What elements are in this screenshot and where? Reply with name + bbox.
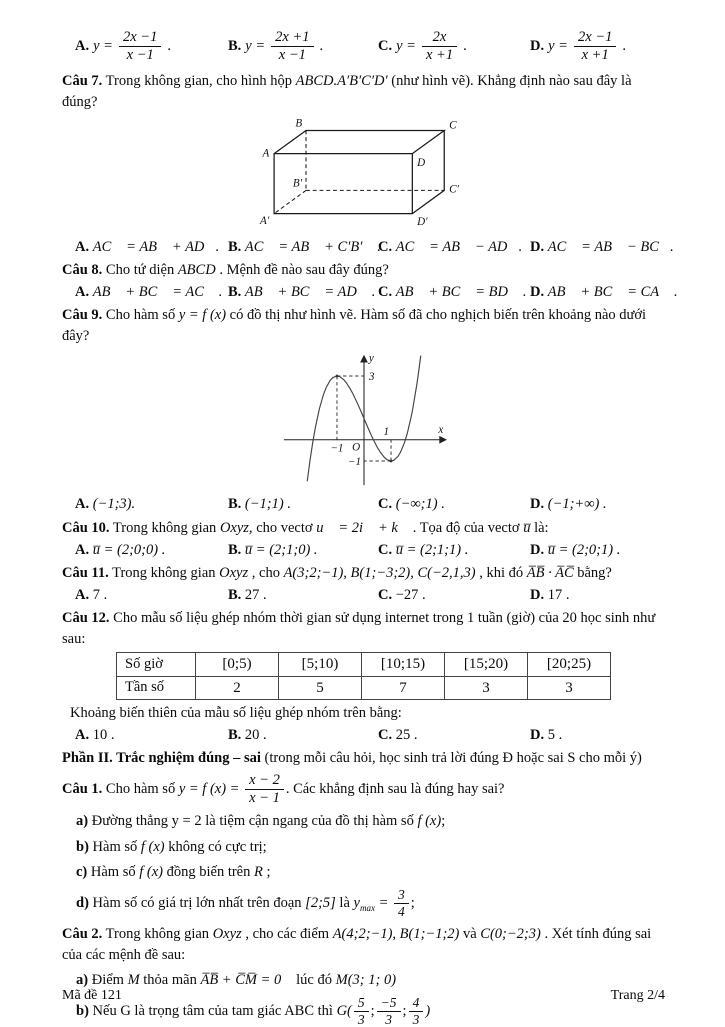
question-12-subquestion: Khoảng biến thiên của mẫu số liệu ghép nhóm trên bằng: — [70, 704, 402, 721]
box-figure-wrapper — [62, 115, 665, 236]
vertex-label-B: B — [294, 117, 302, 130]
cubic-graph-wrapper — [62, 348, 665, 493]
question-9-stem-line2: đây? — [62, 327, 90, 344]
option-c: C. 25 . — [378, 726, 418, 743]
option-a: A. AC⃗ = AB⃗ + AD⃗. — [75, 238, 220, 255]
frequency-cell: 5 — [279, 676, 362, 699]
math-run: f (x) — [417, 813, 442, 830]
subscript-max: max — [359, 902, 375, 913]
option-a: A. (−1;3). — [75, 496, 136, 513]
question-12-stem: Câu 12. Cho mẫu số liệu ghép nhóm thời gian sử dụng internet trong 1 tuần (giờ) của 20 học sinh như — [62, 610, 656, 627]
math-run: G( — [336, 1002, 352, 1019]
vertex-label-D-prime: D′ — [416, 215, 428, 228]
option-d: D. 5 . — [530, 726, 563, 743]
fraction: $\frac{x - 2}{x - 1}$ — [245, 773, 284, 806]
option-period: . — [463, 37, 467, 54]
option-b — [228, 30, 378, 63]
option-b: B. 20 . — [228, 726, 267, 743]
math-run: Oxyz — [219, 565, 249, 582]
option-a — [75, 30, 228, 63]
fraction: $\frac{3}{4}$ — [394, 888, 409, 919]
math-run: A̅B̅ · A̅C̅ — [526, 565, 574, 582]
p2-question-2-stem: Câu 2. Trong không gian Oxyz , cho các điểm A(4;2;−1), B(1;−1;2) và C(0;−2;3) . Xét tính đúng sai — [62, 926, 652, 943]
row-header-hours: Số giờ — [117, 653, 196, 676]
option-b: B. AC⃗ = AB⃗ + C′B′⃗ . — [228, 238, 381, 255]
separator: ; — [370, 1002, 375, 1019]
option-d: D. (−1;+∞) . — [530, 496, 607, 513]
x-axis-label: x — [437, 424, 443, 437]
table-row-frequency — [117, 676, 611, 699]
fraction: $\frac{2x -1}{x +1}$ — [574, 30, 616, 63]
p2-question-2-stem-line2: của các mệnh đề sau: — [62, 946, 186, 963]
question-7-stem-line2: đúng? — [62, 94, 98, 111]
y-axis-arrow — [360, 355, 368, 363]
question-number: Câu 10. — [62, 520, 110, 537]
option-label: A. — [75, 37, 90, 54]
x-tick-minus1: −1 — [329, 442, 343, 455]
interval-cell: [20;25) — [528, 653, 611, 676]
frequency-table — [116, 652, 611, 700]
question-10-stem: Câu 10. Trong không gian Oxyz, cho vectơ u⃗ = 2i⃗ + k⃗ . Tọa độ của vectơ u̅ là: — [62, 520, 549, 537]
p2q1-item-b: b) Hàm số f (x) không có cực trị; — [76, 838, 267, 855]
x-tick-1: 1 — [383, 426, 389, 439]
page-footer — [62, 988, 665, 1004]
option-math-prefix: y = — [548, 37, 568, 54]
math-run: ) — [425, 1002, 431, 1019]
p2q2-item-b: b) Nếu G là trọng tâm của tam giác ABC thì G( $\frac{5}{3}$ ; $\frac{-5}{3}$ ; $\frac{4}{3}$ ) — [76, 994, 431, 1027]
question-11-options — [62, 586, 665, 606]
row-header-frequency: Tần số — [117, 676, 196, 699]
interval-cell: [0;5) — [196, 653, 279, 676]
math-run: y = f (x) = — [178, 780, 240, 797]
option-label: D. — [530, 37, 545, 54]
local-max-point — [335, 375, 338, 378]
fraction: $\frac{2x}{x +1}$ — [422, 30, 457, 63]
option-b: B. AB⃗ + BC⃗ = AD⃗ . — [228, 283, 376, 300]
part-2-heading: Phần II. Trắc nghiệm đúng – sai (trong mỗi câu hỏi, học sinh trả lời đúng Đ hoặc sai S cho mỗi ý) — [62, 750, 642, 767]
question-number: Câu 2. — [62, 926, 103, 943]
fraction: $\frac{-5}{3}$ — [377, 996, 401, 1027]
question-12-options — [62, 726, 665, 746]
question-9-stem: Câu 9. Cho hàm số y = f (x) có đồ thị như hình vẽ. Hàm số đã cho nghịch biến trên khoảng nào dưới — [62, 307, 647, 324]
separator: ; — [402, 1002, 407, 1019]
interval-cell: [10;15) — [362, 653, 445, 676]
origin-label: O — [351, 441, 360, 454]
exam-code: Mã đề 121 — [62, 988, 122, 1003]
option-b: B. (−1;1) . — [228, 496, 291, 513]
option-c: C. (−∞;1) . — [378, 496, 445, 513]
option-c: C. u̅ = (2;1;1) . — [378, 541, 469, 558]
math-run: f (x) — [139, 864, 163, 881]
question-number: Câu 9. — [62, 307, 103, 324]
vertex-label-D: D — [416, 156, 425, 169]
p2-question-1-stem: Câu 1. Cho hàm số y = f (x) = $\frac{x - 2}{x - 1}$ . Các khẳng định sau là đúng hay sai? — [62, 771, 505, 806]
question-9-options — [62, 495, 665, 515]
option-period: . — [167, 37, 171, 54]
x-axis-arrow — [439, 436, 447, 444]
question-6-options — [62, 30, 665, 63]
vertex-label-C: C — [448, 119, 456, 132]
option-a: A. AB⃗ + BC⃗ = AC⃗ . — [75, 283, 223, 300]
fraction: $\frac{2x -1}{x -1}$ — [119, 30, 161, 63]
option-period: . — [319, 37, 324, 54]
p2q2-item-a: a) Điểm M thỏa mãn A̅B̅ + C̅M̅ = 0⃗ lúc đó M(3; 1; 0) — [76, 972, 397, 989]
fraction: $\frac{5}{3}$ — [354, 996, 369, 1027]
question-number: Câu 1. — [62, 780, 103, 797]
table-row-hours — [117, 653, 611, 676]
math-run: u̅ — [523, 520, 531, 537]
option-math-prefix: y = — [245, 37, 266, 54]
math-run: ABCD.A′B′C′D′ — [295, 73, 388, 90]
math-run: = — [374, 894, 389, 911]
math-run: y — [353, 894, 360, 911]
interval-cell: [5;10) — [279, 653, 362, 676]
vertex-label-C-prime: C′ — [448, 182, 459, 195]
math-run: M(3; 1; 0) — [335, 972, 397, 989]
option-d: D. 17 . — [530, 586, 570, 603]
question-8-options — [62, 283, 678, 303]
math-run: Oxyz, — [219, 520, 253, 537]
option-d: D. AC⃗ = AB⃗ − BC⃗. — [530, 238, 674, 255]
option-d: D. AB⃗ + BC⃗ = CA⃗ . — [530, 283, 678, 300]
box-figure — [214, 115, 514, 231]
math-run: f (x) — [140, 838, 165, 855]
question-7-options — [62, 238, 674, 258]
option-d: D. u̅ = (2;0;1) . — [530, 541, 621, 558]
vertex-label-A-prime: A′ — [259, 214, 269, 227]
frequency-cell: 2 — [196, 676, 279, 699]
y-axis-label: y — [368, 352, 374, 365]
math-run: Oxyz — [212, 926, 242, 943]
vertex-label-B-prime: B′ — [292, 177, 302, 190]
option-math-prefix: y = — [93, 37, 113, 54]
frequency-cell: 7 — [362, 676, 445, 699]
math-run: C(0;−2;3) — [480, 926, 541, 943]
frequency-cell: 3 — [445, 676, 528, 699]
frequency-cell: 3 — [528, 676, 611, 699]
cubic-graph — [269, 348, 459, 488]
option-period: . — [622, 37, 626, 54]
math-run: R — [254, 864, 263, 881]
math-run: A̅B̅ + C̅M̅ = 0⃗ — [200, 972, 293, 989]
option-d — [530, 30, 665, 63]
option-math-prefix: y = — [396, 37, 416, 54]
math-run: ABCD — [177, 262, 216, 279]
option-a: A. 10 . — [75, 726, 115, 743]
y-tick-minus1: −1 — [347, 456, 361, 469]
question-number: Câu 8. — [62, 262, 103, 279]
math-run: A(3;2;−1), B(1;−3;2), C(−2,1,3) — [283, 565, 476, 582]
y-tick-3: 3 — [368, 371, 374, 384]
local-min-point — [389, 460, 392, 463]
fraction: $\frac{2x +1}{x -1}$ — [271, 30, 313, 63]
fraction: $\frac{4}{3}$ — [409, 996, 424, 1027]
option-c: C. AC⃗ = AB⃗ − AD⃗. — [378, 238, 523, 255]
option-c: C. −27 . — [378, 586, 426, 603]
option-c — [378, 30, 530, 63]
math-run: [2;5] — [305, 894, 336, 911]
p2q1-item-c: c) Hàm số f (x) đồng biến trên R ; — [76, 864, 271, 881]
question-8-stem: Câu 8. Cho tứ diện ABCD . Mệnh đề nào sau đây đúng? — [62, 262, 389, 279]
question-number: Câu 7. — [62, 73, 103, 90]
option-b: B. 27 . — [228, 586, 267, 603]
question-12-stem-line2: sau: — [62, 630, 86, 647]
math-run: M — [127, 972, 140, 989]
option-label: C. — [378, 37, 393, 54]
vertex-label-A: A — [261, 147, 269, 160]
option-c: C. AB⃗ + BC⃗ = BD⃗ . — [378, 283, 527, 300]
question-11-stem: Câu 11. Trong không gian Oxyz , cho A(3;2;−1), B(1;−3;2), C(−2,1,3) , khi đó A̅B̅ · A̅C̅ bằng? — [62, 565, 612, 582]
page-number: Trang 2/4 — [610, 988, 665, 1003]
option-b: B. u̅ = (2;1;0) . — [228, 541, 318, 558]
math-run: A(4;2;−1), B(1;−1;2) — [332, 926, 460, 943]
interval-cell: [15;20) — [445, 653, 528, 676]
p2q1-item-d: d) Hàm số có giá trị lớn nhất trên đoạn [2;5] là $y_{max}$ = $\frac{3}{4}$ ; — [76, 886, 415, 920]
question-10-options — [62, 541, 665, 561]
option-a: A. u̅ = (2;0;0) . — [75, 541, 166, 558]
question-number: Câu 12. — [62, 610, 110, 627]
p2q1-item-a: a) Đường thẳng y = 2 là tiệm cận ngang của đồ thị hàm số f (x); — [76, 813, 446, 830]
question-number: Câu 11. — [62, 565, 109, 582]
option-label: B. — [228, 37, 242, 54]
question-7-stem: Câu 7. Trong không gian, cho hình hộp ABCD.A′B′C′D′ (như hình vẽ). Khẳng định nào sau đây là — [62, 73, 632, 90]
math-run: u⃗ = 2i⃗ + k⃗ — [316, 520, 410, 537]
math-run: y = f (x) — [178, 307, 227, 324]
option-a: A. 7 . — [75, 586, 108, 603]
